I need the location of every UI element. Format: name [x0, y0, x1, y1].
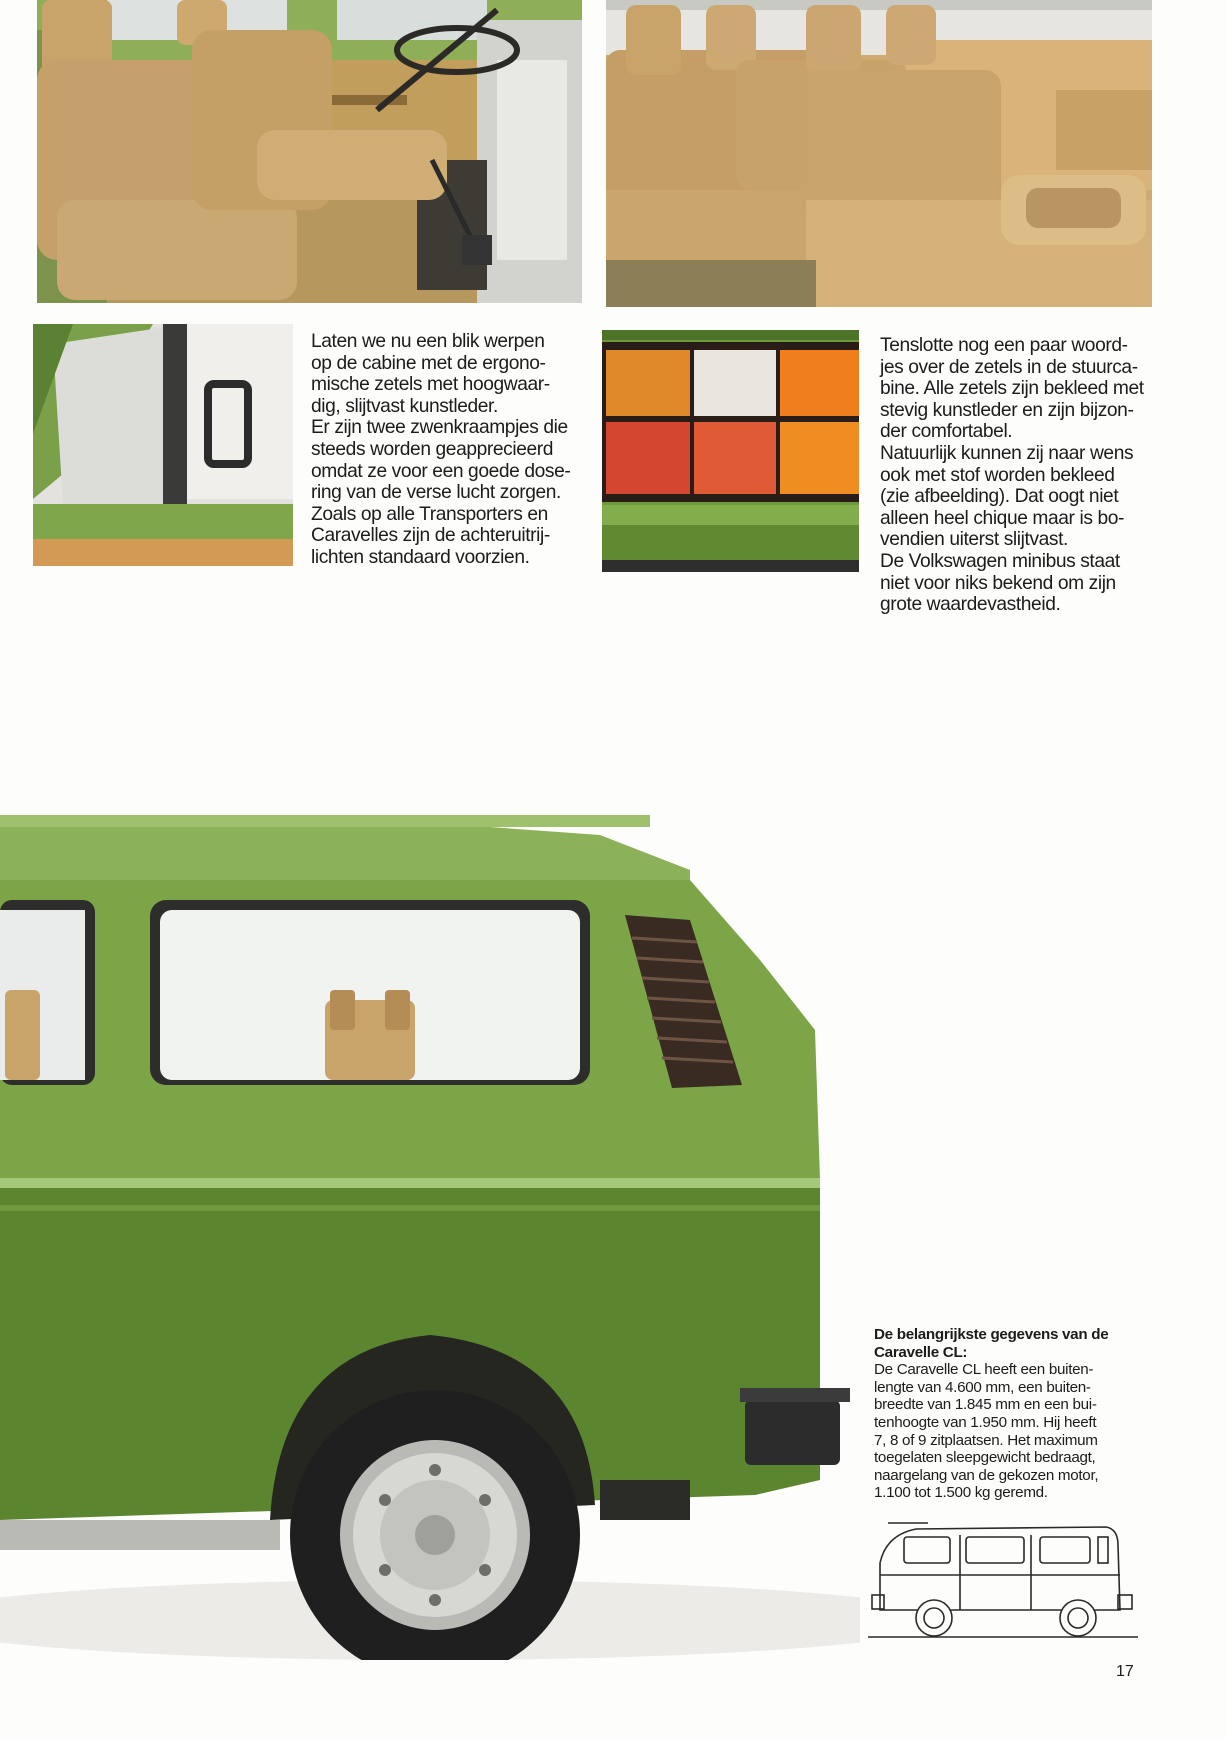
text-line: Laten we nu een blik werpen — [311, 331, 545, 352]
spec-line: lengte van 4.600 mm, een buiten- — [874, 1378, 1091, 1396]
text-line: op de cabine met de ergono- — [311, 352, 546, 374]
spec-line: tenhoogte van 1.950 mm. Hij heeft — [874, 1413, 1097, 1431]
text-line: niet voor niks bekend om zijn — [880, 572, 1116, 594]
spec-title-line: De belangrijkste gegevens van de — [874, 1326, 1109, 1343]
text-line: ring van de verse lucht zorgen. — [311, 482, 561, 504]
text-line: Caravelles zijn de achteruitrij- — [311, 525, 550, 547]
photo-bench-seats — [606, 0, 1152, 307]
text-block-seats — [880, 335, 1180, 616]
spec-line: toegelaten sleepgewicht bedraagt, — [874, 1449, 1096, 1467]
text-line: ook met stof worden bekleed — [880, 464, 1115, 486]
text-line: (zie afbeelding). Dat oogt niet — [880, 486, 1119, 508]
spec-title — [874, 1326, 1159, 1361]
spec-title-line: Caravelle CL: — [874, 1343, 968, 1361]
text-line: bine. Alle zetels zijn bekleed met — [880, 378, 1144, 400]
text-block-cabin — [311, 331, 611, 569]
text-line: Zoals op alle Transporters en — [311, 503, 548, 525]
text-line: mische zetels met hoogwaar- — [311, 374, 550, 396]
spec-line: De Caravelle CL heeft een buiten- — [874, 1361, 1094, 1379]
spec-line: naargelang van de gekozen motor, — [874, 1466, 1099, 1484]
spec-line: 7, 8 of 9 zitplaatsen. Het maximum — [874, 1431, 1098, 1449]
text-line: Er zijn twee zwenkraampjes die — [311, 417, 568, 439]
text-line: grote waardevastheid. — [880, 594, 1061, 616]
text-line: der comfortabel. — [880, 421, 1013, 443]
text-line: stevig kunstleder en zijn bijzon- — [880, 399, 1134, 421]
van-outline-drawing — [868, 1515, 1138, 1640]
text-line: jes over de zetels in de stuurca- — [880, 356, 1138, 378]
text-line: Tenslotte nog een paar woord- — [880, 335, 1128, 356]
spec-line: breedte van 1.845 mm en een bui- — [874, 1396, 1097, 1414]
text-line: alleen heel chique maar is bo- — [880, 507, 1124, 529]
text-line: lichten standaard voorzien. — [311, 546, 530, 568]
text-line: dig, slijtvast kunstleder. — [311, 395, 498, 417]
text-line: omdat ze voor een goede dose- — [311, 460, 571, 482]
page-number: 17 — [1116, 1663, 1134, 1680]
photo-cabin-seats — [37, 0, 582, 303]
text-line: Natuurlijk kunnen zij naar wens — [880, 442, 1134, 464]
photo-green-van — [0, 760, 860, 1660]
text-line: steeds worden geapprecieerd — [311, 438, 554, 460]
text-line: De Volkswagen minibus staat — [880, 550, 1120, 572]
spec-line: 1.100 tot 1.500 kg geremd. — [874, 1484, 1048, 1502]
photo-tail-light — [602, 330, 859, 572]
spec-block — [874, 1326, 1159, 1502]
text-line: vendien uiterst slijtvast. — [880, 529, 1068, 551]
photo-swivel-window — [33, 324, 293, 566]
